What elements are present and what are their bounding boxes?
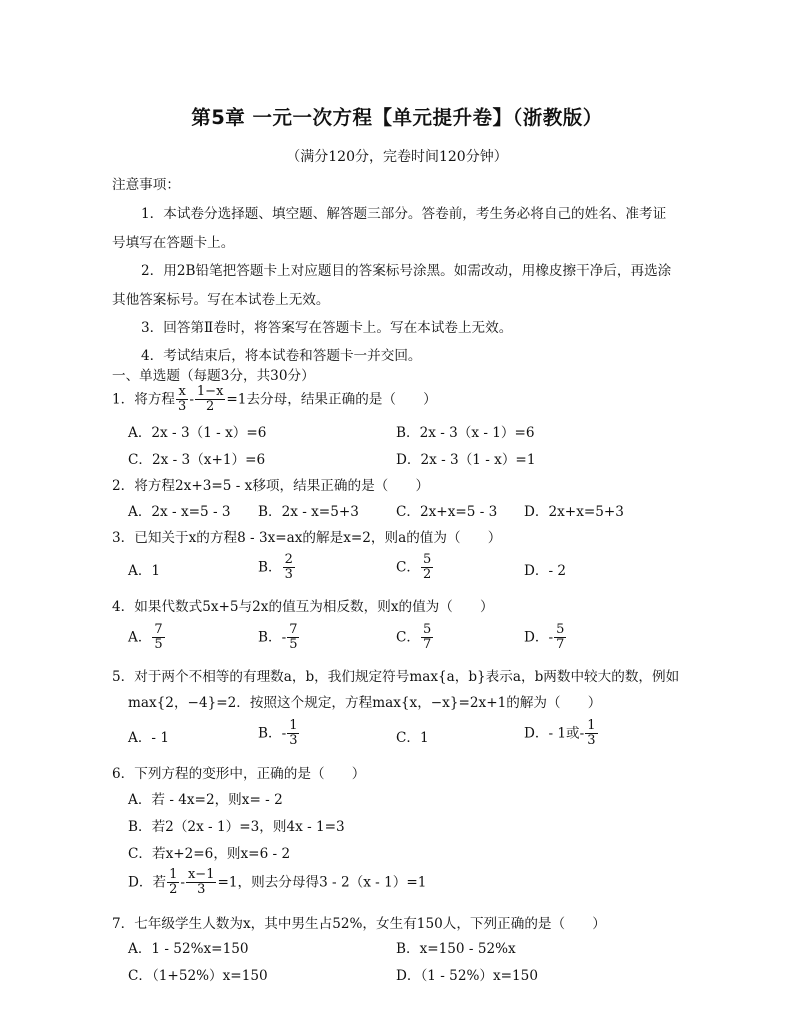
q6-option-b: B．若2（2x - 1）=3，则4x - 1=3 (128, 819, 345, 835)
question-2-stem: 2．将方程2x+3=5 - x移项，结果正确的是（ ） (112, 478, 430, 494)
q6-option-a: A．若 - 4x=2，则x= - 2 (128, 792, 283, 808)
fraction: $\frac{5}{7}$ (556, 622, 565, 652)
q1-option-a: A．2x - 3（1 - x）=6 (128, 425, 267, 441)
q1-option-b: B．2x - 3（x - 1）=6 (396, 425, 535, 441)
fraction: $\frac{x-1}{3}$ (187, 867, 215, 897)
q2-option-b: B．2x - x=5+3 (258, 504, 359, 520)
q6-option-d: D．若 $\frac{1}{2}$ - $\frac{x-1}{3}$ =1，则去分母得3 - 2（x - 1）=1 (128, 867, 427, 897)
notice-item-1: 1．本试卷分选择题、填空题、解答题三部分。答卷前，考生务必将自己的姓名、准考证 (141, 206, 667, 222)
page-subtitle: （满分120分，完卷时间120分钟） (286, 149, 508, 165)
fraction: $\frac{1}{3}$ (587, 718, 596, 748)
page-title: 第5章 一元一次方程【单元提升卷】（浙教版） (191, 106, 603, 129)
q2-option-d: D．2x+x=5+3 (524, 504, 624, 520)
q7-option-d: D．（1 - 52%）x=150 (396, 968, 538, 984)
notice-item-2: 2．用2B铅笔把答题卡上对应题目的答案标号涂黑。如需改动，用橡皮擦干净后，再选涂 (141, 263, 672, 279)
q3-option-b: B． $\frac{2}{3}$ (258, 552, 293, 582)
section-heading: 一、单选题（每题3分，共30分） (112, 368, 315, 384)
notice-item-2-cont: 其他答案标号。写在本试卷上无效。 (112, 292, 330, 308)
q1-option-c: C．2x - 3（x+1）=6 (128, 452, 266, 468)
q4-option-a: A． $\frac{7}{5}$ (128, 622, 163, 652)
question-4-stem: 4．如果代数式5x+5与2x的值互为相反数，则x的值为（ ） (112, 599, 494, 615)
q6-option-c: C．若x+2=6，则x=6 - 2 (128, 846, 291, 862)
q2-option-a: A．2x - x=5 - 3 (128, 504, 231, 520)
q5-option-c: C．1 (396, 730, 429, 746)
q7-option-c: C．（1+52%）x=150 (128, 968, 268, 984)
q7-option-a: A．1 - 52%x=150 (128, 941, 249, 957)
fraction: $\frac{2}{3}$ (284, 552, 293, 582)
notice-item-4: 4．考试结束后，将本试卷和答题卡一并交回。 (141, 348, 422, 364)
fraction: $\frac{1}{3}$ (289, 718, 298, 748)
notice-heading: 注意事项： (112, 177, 180, 193)
q3-option-a: A．1 (128, 563, 161, 579)
q5-option-b: B．- $\frac{1}{3}$ (258, 718, 298, 748)
q4-option-d: D．- $\frac{5}{7}$ (524, 622, 565, 652)
q4-option-b: B．- $\frac{7}{5}$ (258, 622, 298, 652)
q2-option-c: C．2x+x=5 - 3 (396, 504, 498, 520)
question-1-stem: 1．将方程 $\frac{x}{3}$ - $\frac{1-x}{2}$ =1去分母，结果正确的是（ ） (112, 384, 437, 414)
notice-item-3: 3．回答第Ⅱ卷时，将答案写在答题卡上。写在本试卷上无效。 (141, 320, 513, 336)
question-5-stem: 5．对于两个不相等的有理数a，b，我们规定符号max{a，b}表示a，b两数中较大的数，例如 (112, 669, 680, 685)
fraction: $\frac{x}{3}$ (178, 384, 187, 414)
fraction: $\frac{5}{2}$ (423, 552, 432, 582)
q7-option-b: B．x=150 - 52%x (396, 941, 516, 957)
q1-option-d: D．2x - 3（1 - x）=1 (396, 452, 536, 468)
question-3-stem: 3．已知关于x的方程8 - 3x=ax的解是x=2，则a的值为（ ） (112, 530, 502, 546)
question-5-stem-cont: max{2，−4}=2．按照这个规定，方程max{x，−x}=2x+1的解为（ ） (128, 695, 602, 711)
q3-option-d: D．- 2 (524, 563, 567, 579)
q5-option-d: D．- 1或- $\frac{1}{3}$ (524, 718, 596, 748)
fraction: $\frac{7}{5}$ (289, 622, 298, 652)
question-6-stem: 6．下列方程的变形中，正确的是（ ） (112, 766, 366, 782)
q3-option-c: C． $\frac{5}{2}$ (396, 552, 432, 582)
notice-item-1-cont: 号填写在答题卡上。 (112, 235, 235, 251)
fraction: $\frac{1}{2}$ (169, 867, 178, 897)
fraction: $\frac{5}{7}$ (423, 622, 432, 652)
q4-option-c: C． $\frac{5}{7}$ (396, 622, 432, 652)
q5-option-a: A．- 1 (128, 730, 169, 746)
question-7-stem: 7．七年级学生人数为x，其中男生占52%，女生有150人，下列正确的是（ ） (112, 916, 606, 932)
fraction: $\frac{7}{5}$ (154, 622, 163, 652)
fraction: $\frac{1-x}{2}$ (196, 384, 224, 414)
